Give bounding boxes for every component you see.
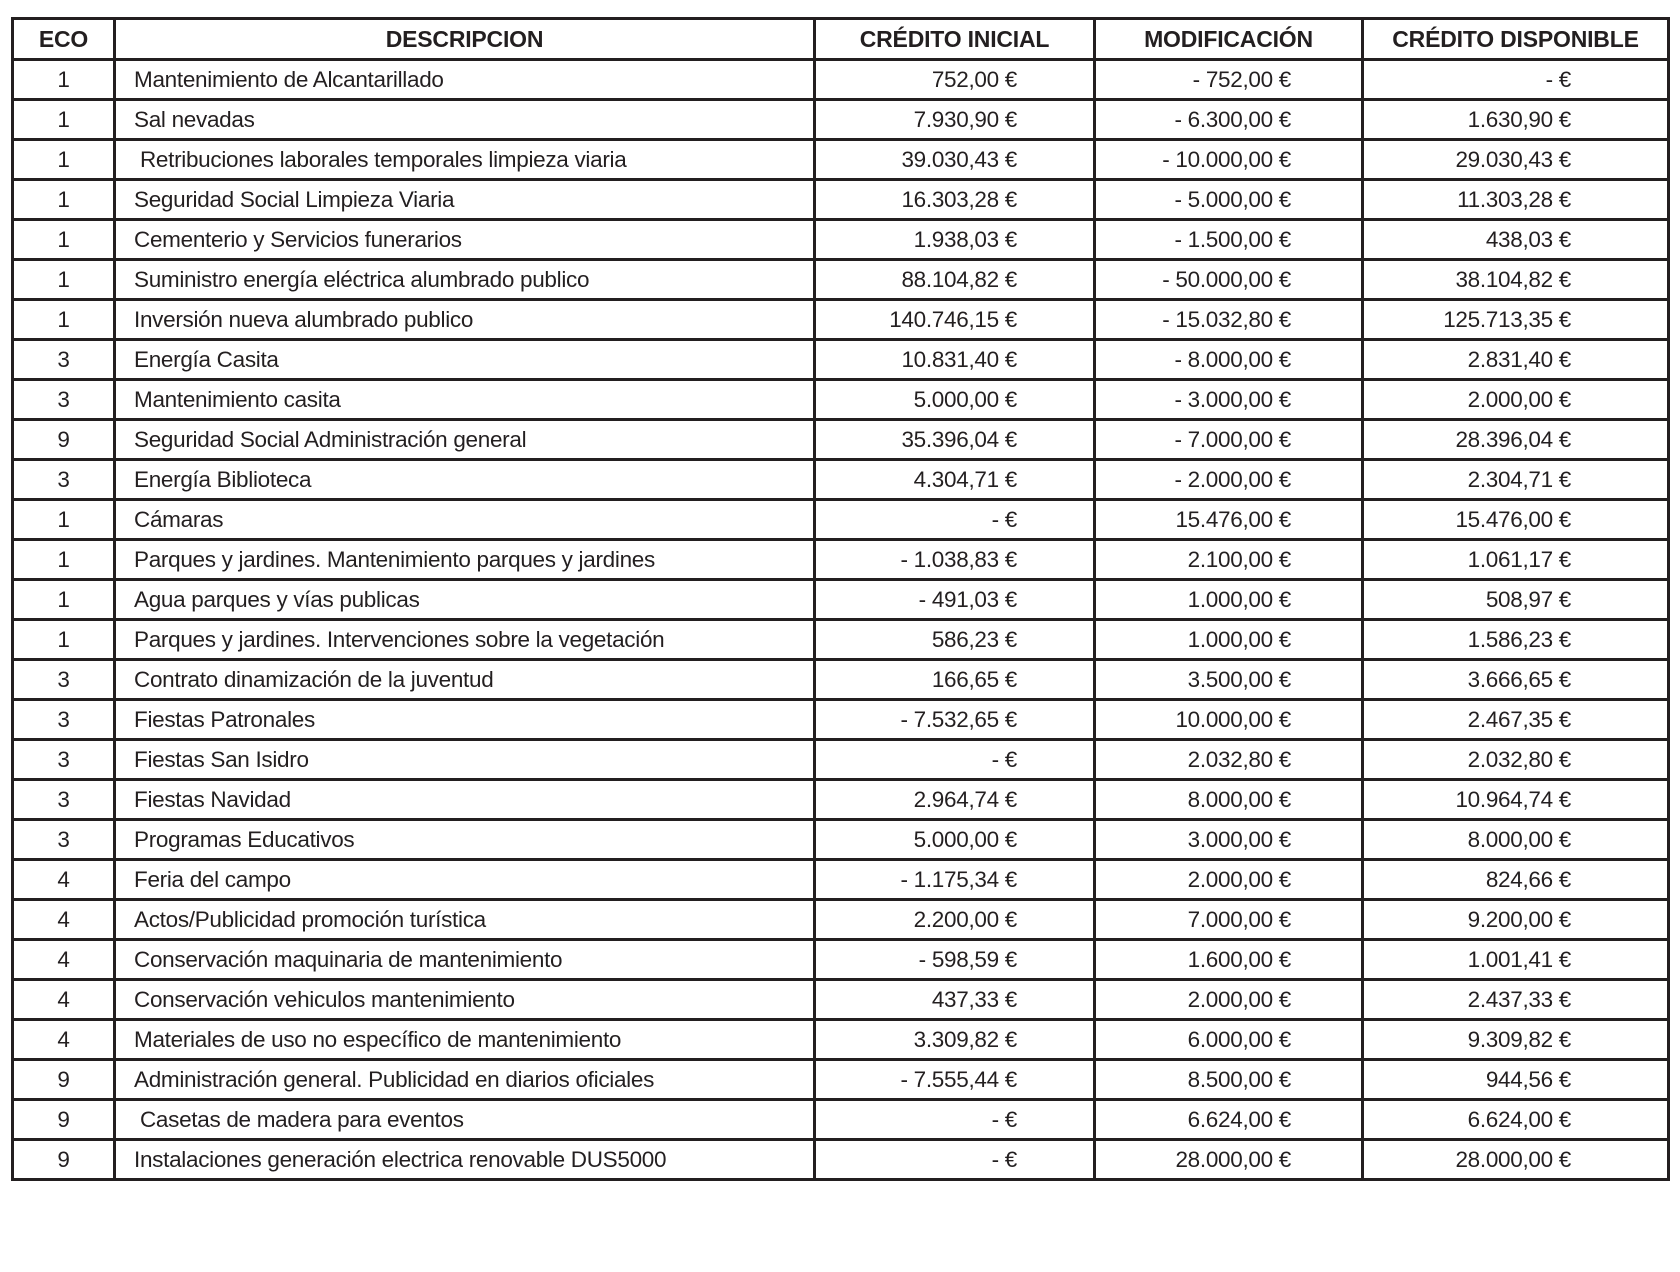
cell-credito-inicial: - € [815,500,1095,540]
cell-eco: 1 [13,540,115,580]
table-body [13,60,1669,1180]
cell-credito-inicial: 140.746,15 € [815,300,1095,340]
cell-descripcion: Inversión nueva alumbrado publico [115,300,815,340]
cell-descripcion: Fiestas Navidad [115,780,815,820]
cell-credito-disponible: 11.303,28 € [1363,180,1669,220]
cell-eco: 3 [13,460,115,500]
cell-credito-inicial: 2.200,00 € [815,900,1095,940]
cell-credito-inicial: 1.938,03 € [815,220,1095,260]
cell-modificacion: - 8.000,00 € [1095,340,1363,380]
table-row [13,380,1669,420]
cell-credito-disponible: 508,97 € [1363,580,1669,620]
cell-credito-inicial: 752,00 € [815,60,1095,100]
header-descripcion: DESCRIPCION [115,19,815,60]
cell-credito-disponible: 29.030,43 € [1363,140,1669,180]
cell-modificacion: - 3.000,00 € [1095,380,1363,420]
cell-modificacion: 3.500,00 € [1095,660,1363,700]
header-credito-disponible: CRÉDITO DISPONIBLE [1363,19,1669,60]
cell-descripcion: Fiestas San Isidro [115,740,815,780]
cell-descripcion: Cementerio y Servicios funerarios [115,220,815,260]
cell-descripcion: Administración general. Publicidad en diarios oficiales [115,1060,815,1100]
table-row [13,140,1669,180]
cell-credito-disponible: 6.624,00 € [1363,1100,1669,1140]
cell-credito-inicial: 16.303,28 € [815,180,1095,220]
cell-credito-disponible: 2.032,80 € [1363,740,1669,780]
cell-credito-disponible: 9.309,82 € [1363,1020,1669,1060]
cell-eco: 4 [13,1020,115,1060]
cell-descripcion: Seguridad Social Administración general [115,420,815,460]
cell-descripcion: Energía Casita [115,340,815,380]
cell-credito-inicial: 5.000,00 € [815,820,1095,860]
cell-credito-disponible: - € [1363,60,1669,100]
cell-descripcion: Energía Biblioteca [115,460,815,500]
table-row [13,620,1669,660]
table-row [13,780,1669,820]
cell-credito-disponible: 2.467,35 € [1363,700,1669,740]
cell-modificacion: 6.000,00 € [1095,1020,1363,1060]
table-row [13,740,1669,780]
cell-descripcion: Instalaciones generación electrica renovable DUS5000 [115,1140,815,1180]
cell-descripcion: Contrato dinamización de la juventud [115,660,815,700]
table-row [13,180,1669,220]
cell-credito-inicial: 39.030,43 € [815,140,1095,180]
cell-eco: 3 [13,700,115,740]
table-row [13,540,1669,580]
cell-credito-inicial: 166,65 € [815,660,1095,700]
cell-eco: 3 [13,740,115,780]
cell-eco: 4 [13,900,115,940]
cell-modificacion: - 2.000,00 € [1095,460,1363,500]
cell-descripcion: Fiestas Patronales [115,700,815,740]
cell-descripcion: Feria del campo [115,860,815,900]
cell-credito-disponible: 10.964,74 € [1363,780,1669,820]
cell-eco: 1 [13,580,115,620]
cell-modificacion: 8.500,00 € [1095,1060,1363,1100]
cell-credito-disponible: 1.061,17 € [1363,540,1669,580]
table-row [13,300,1669,340]
cell-eco: 4 [13,940,115,980]
cell-modificacion: 1.600,00 € [1095,940,1363,980]
table-row [13,460,1669,500]
table-row [13,660,1669,700]
cell-credito-inicial: - 491,03 € [815,580,1095,620]
table-row [13,340,1669,380]
cell-eco: 4 [13,980,115,1020]
cell-modificacion: 28.000,00 € [1095,1140,1363,1180]
cell-credito-inicial: 586,23 € [815,620,1095,660]
cell-eco: 1 [13,180,115,220]
cell-eco: 1 [13,220,115,260]
cell-descripcion: Suministro energía eléctrica alumbrado publico [115,260,815,300]
cell-modificacion: 2.100,00 € [1095,540,1363,580]
cell-modificacion: - 752,00 € [1095,60,1363,100]
header-row [13,19,1669,60]
header-eco: ECO [13,19,115,60]
cell-eco: 3 [13,660,115,700]
cell-eco: 1 [13,500,115,540]
cell-modificacion: - 15.032,80 € [1095,300,1363,340]
cell-descripcion: Mantenimiento de Alcantarillado [115,60,815,100]
table-row [13,580,1669,620]
cell-credito-inicial: - 7.555,44 € [815,1060,1095,1100]
table-row [13,940,1669,980]
cell-credito-inicial: 4.304,71 € [815,460,1095,500]
cell-eco: 1 [13,60,115,100]
table-row [13,860,1669,900]
cell-modificacion: 2.032,80 € [1095,740,1363,780]
cell-modificacion: 8.000,00 € [1095,780,1363,820]
cell-descripcion: Programas Educativos [115,820,815,860]
cell-descripcion: Parques y jardines. Mantenimiento parques y jardines [115,540,815,580]
cell-descripcion: Mantenimiento casita [115,380,815,420]
cell-modificacion: 2.000,00 € [1095,980,1363,1020]
cell-credito-disponible: 28.396,04 € [1363,420,1669,460]
cell-credito-disponible: 15.476,00 € [1363,500,1669,540]
cell-credito-disponible: 38.104,82 € [1363,260,1669,300]
cell-credito-disponible: 824,66 € [1363,860,1669,900]
cell-credito-inicial: - 7.532,65 € [815,700,1095,740]
header-credito-inicial: CRÉDITO INICIAL [815,19,1095,60]
table-row [13,1100,1669,1140]
cell-eco: 1 [13,260,115,300]
cell-credito-inicial: - 598,59 € [815,940,1095,980]
cell-credito-inicial: 3.309,82 € [815,1020,1095,1060]
cell-credito-disponible: 28.000,00 € [1363,1140,1669,1180]
cell-credito-inicial: 5.000,00 € [815,380,1095,420]
cell-credito-disponible: 2.437,33 € [1363,980,1669,1020]
cell-credito-disponible: 1.586,23 € [1363,620,1669,660]
table-row [13,1140,1669,1180]
cell-credito-disponible: 1.630,90 € [1363,100,1669,140]
cell-modificacion: 15.476,00 € [1095,500,1363,540]
cell-modificacion: 10.000,00 € [1095,700,1363,740]
cell-modificacion: 3.000,00 € [1095,820,1363,860]
header-modificacion: MODIFICACIÓN [1095,19,1363,60]
cell-credito-disponible: 438,03 € [1363,220,1669,260]
cell-credito-inicial: 35.396,04 € [815,420,1095,460]
cell-modificacion: 1.000,00 € [1095,580,1363,620]
cell-modificacion: 2.000,00 € [1095,860,1363,900]
table-row [13,500,1669,540]
cell-modificacion: - 7.000,00 € [1095,420,1363,460]
cell-credito-inicial: 88.104,82 € [815,260,1095,300]
cell-modificacion: 7.000,00 € [1095,900,1363,940]
cell-descripcion: Retribuciones laborales temporales limpieza viaria [115,140,815,180]
cell-descripcion: Casetas de madera para eventos [115,1100,815,1140]
cell-modificacion: - 50.000,00 € [1095,260,1363,300]
cell-credito-disponible: 1.001,41 € [1363,940,1669,980]
cell-eco: 9 [13,1100,115,1140]
cell-modificacion: - 10.000,00 € [1095,140,1363,180]
cell-credito-inicial: 7.930,90 € [815,100,1095,140]
table-row [13,1020,1669,1060]
cell-modificacion: 1.000,00 € [1095,620,1363,660]
cell-eco: 3 [13,380,115,420]
cell-eco: 3 [13,820,115,860]
cell-credito-inicial: 437,33 € [815,980,1095,1020]
cell-credito-disponible: 944,56 € [1363,1060,1669,1100]
cell-eco: 4 [13,860,115,900]
cell-descripcion: Conservación vehiculos mantenimiento [115,980,815,1020]
budget-modification-table [11,17,1670,1181]
cell-descripcion: Cámaras [115,500,815,540]
cell-credito-inicial: - € [815,1140,1095,1180]
table-header [13,19,1669,60]
cell-credito-inicial: - 1.175,34 € [815,860,1095,900]
cell-credito-disponible: 3.666,65 € [1363,660,1669,700]
cell-descripcion: Parques y jardines. Intervenciones sobre la vegetación [115,620,815,660]
table-row [13,60,1669,100]
cell-credito-inicial: 10.831,40 € [815,340,1095,380]
cell-descripcion: Sal nevadas [115,100,815,140]
cell-eco: 3 [13,340,115,380]
cell-credito-inicial: - 1.038,83 € [815,540,1095,580]
table-row [13,220,1669,260]
cell-descripcion: Seguridad Social Limpieza Viaria [115,180,815,220]
cell-credito-disponible: 9.200,00 € [1363,900,1669,940]
cell-credito-inicial: - € [815,740,1095,780]
cell-eco: 9 [13,1060,115,1100]
cell-credito-disponible: 8.000,00 € [1363,820,1669,860]
cell-descripcion: Conservación maquinaria de mantenimiento [115,940,815,980]
cell-descripcion: Actos/Publicidad promoción turística [115,900,815,940]
cell-eco: 1 [13,300,115,340]
table-row [13,420,1669,460]
cell-credito-disponible: 2.831,40 € [1363,340,1669,380]
cell-eco: 1 [13,620,115,660]
table-row [13,820,1669,860]
cell-credito-inicial: 2.964,74 € [815,780,1095,820]
cell-eco: 1 [13,140,115,180]
table-row [13,980,1669,1020]
table-row [13,900,1669,940]
table-row [13,1060,1669,1100]
table-row [13,260,1669,300]
cell-modificacion: 6.624,00 € [1095,1100,1363,1140]
cell-eco: 1 [13,100,115,140]
cell-credito-disponible: 2.000,00 € [1363,380,1669,420]
cell-descripcion: Materiales de uso no específico de mantenimiento [115,1020,815,1060]
table-row [13,700,1669,740]
cell-modificacion: - 1.500,00 € [1095,220,1363,260]
cell-modificacion: - 5.000,00 € [1095,180,1363,220]
cell-credito-inicial: - € [815,1100,1095,1140]
cell-eco: 9 [13,1140,115,1180]
cell-modificacion: - 6.300,00 € [1095,100,1363,140]
cell-credito-disponible: 125.713,35 € [1363,300,1669,340]
cell-credito-disponible: 2.304,71 € [1363,460,1669,500]
cell-eco: 3 [13,780,115,820]
cell-eco: 9 [13,420,115,460]
cell-descripcion: Agua parques y vías publicas [115,580,815,620]
table-row [13,100,1669,140]
